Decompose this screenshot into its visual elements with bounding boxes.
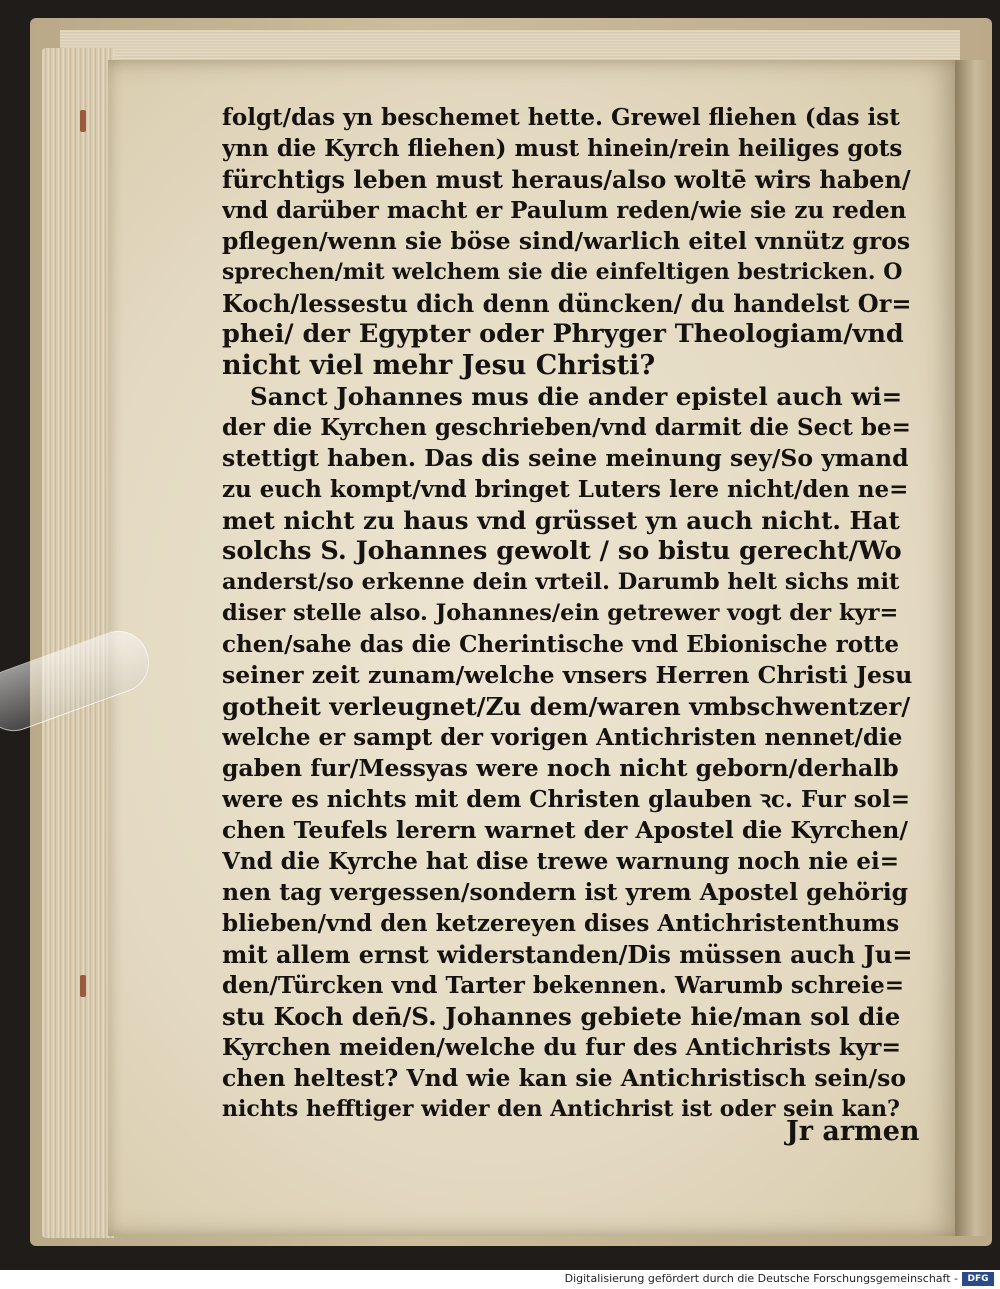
page-marker: [80, 975, 86, 997]
catchword: Jr armen: [786, 1116, 920, 1147]
page-top-edges: [60, 30, 960, 60]
text-line: gaben fur/Messyas were noch nicht geborn/derhalb: [222, 754, 899, 782]
text-line: welche er sampt der vorigen Antichristen nennet/die: [222, 724, 903, 751]
text-line: nen tag vergessen/sondern ist yrem Apostel gehörig: [222, 878, 909, 906]
text-line: nicht viel mehr Jesu Christi?: [222, 350, 656, 381]
text-line: folgt/das yn beschemet hette. Grewel fliehen (das ist: [222, 104, 900, 131]
gutter-shadow: [955, 60, 989, 1236]
text-line: Vnd die Kyrche hat dise trewe warnung noch nie ei=: [222, 848, 900, 875]
text-line: Sanct Johannes mus die ander epistel auch wi=: [250, 382, 903, 411]
text-line: were es nichts mit dem Christen glauben ꝛc. Fur sol=: [222, 786, 911, 813]
text-line: met nicht zu haus vnd grüsset yn auch nicht. Hat: [222, 506, 900, 535]
funding-credit: Digitalisierung gefördert durch die Deutsche Forschungsgemeinschaft -: [564, 1272, 958, 1285]
text-line: Kyrchen meiden/welche du fur des Antichrists kyr=: [222, 1033, 902, 1061]
text-line: zu euch kompt/vnd bringet Luters lere nicht/den ne=: [222, 476, 909, 503]
text-line: stu Koch den̄/S. Johannes gebiete hie/man sol die: [222, 1002, 901, 1031]
text-line: stettigt haben. Das dis seine meinung sey/So ymand: [222, 444, 909, 472]
text-line: nichts hefftiger wider den Antichrist ist oder sein kan?: [222, 1096, 900, 1122]
text-line: pflegen/wenn sie böse sind/warlich eitel vnnütz gros: [222, 227, 911, 255]
text-line: vnd darüber macht er Paulum reden/wie sie zu reden: [222, 197, 907, 224]
text-line: ynn die Kyrch fliehen) must hinein/rein heiliges gots: [222, 135, 903, 162]
text-line: der die Kyrchen geschrieben/vnd darmit die Sect be=: [222, 414, 911, 441]
page-text: [222, 102, 912, 1125]
text-line: chen/sahe das die Cherintische vnd Ebionische rotte: [222, 631, 899, 658]
text-line: blieben/vnd den ketzereyen dises Antichristenthums: [222, 910, 900, 937]
text-line: fürchtigs leben must heraus/also woltē wirs haben/: [222, 165, 911, 194]
page-marker: [80, 110, 86, 132]
text-line: gotheit verleugnet/Zu dem/waren vmbschwentzer/: [222, 692, 911, 721]
dfg-logo: DFG: [962, 1272, 994, 1286]
text-line: phei/ der Egypter oder Phryger Theologiam/vnd: [222, 319, 904, 349]
text-line: chen Teufels lerern warnet der Apostel die Kyrchen/: [222, 816, 908, 844]
text-line: diser stelle also. Johannes/ein getrewer vogt der kyr=: [222, 600, 899, 626]
text-line: chen heltest? Vnd wie kan sie Antichristisch sein/so: [222, 1064, 907, 1092]
text-line: sprechen/mit welchem sie die einfeltigen bestricken. O: [222, 259, 903, 285]
text-line: den/Türcken vnd Tarter bekennen. Warumb schreie=: [222, 972, 904, 999]
text-line: anderst/so erkenne dein vrteil. Darumb helt sichs mit: [222, 569, 900, 595]
text-line: seiner zeit zunam/welche vnsers Herren Christi Jesu: [222, 661, 912, 689]
text-line: Koch/lessestu dich denn düncken/ du handelst Or=: [222, 289, 912, 318]
text-line: mit allem ernst widerstanden/Dis müssen auch Ju=: [222, 940, 912, 969]
text-line: solchs S. Johannes gewolt / so bistu gerecht/Wo: [222, 536, 902, 566]
footer-bar: [0, 1270, 1000, 1289]
